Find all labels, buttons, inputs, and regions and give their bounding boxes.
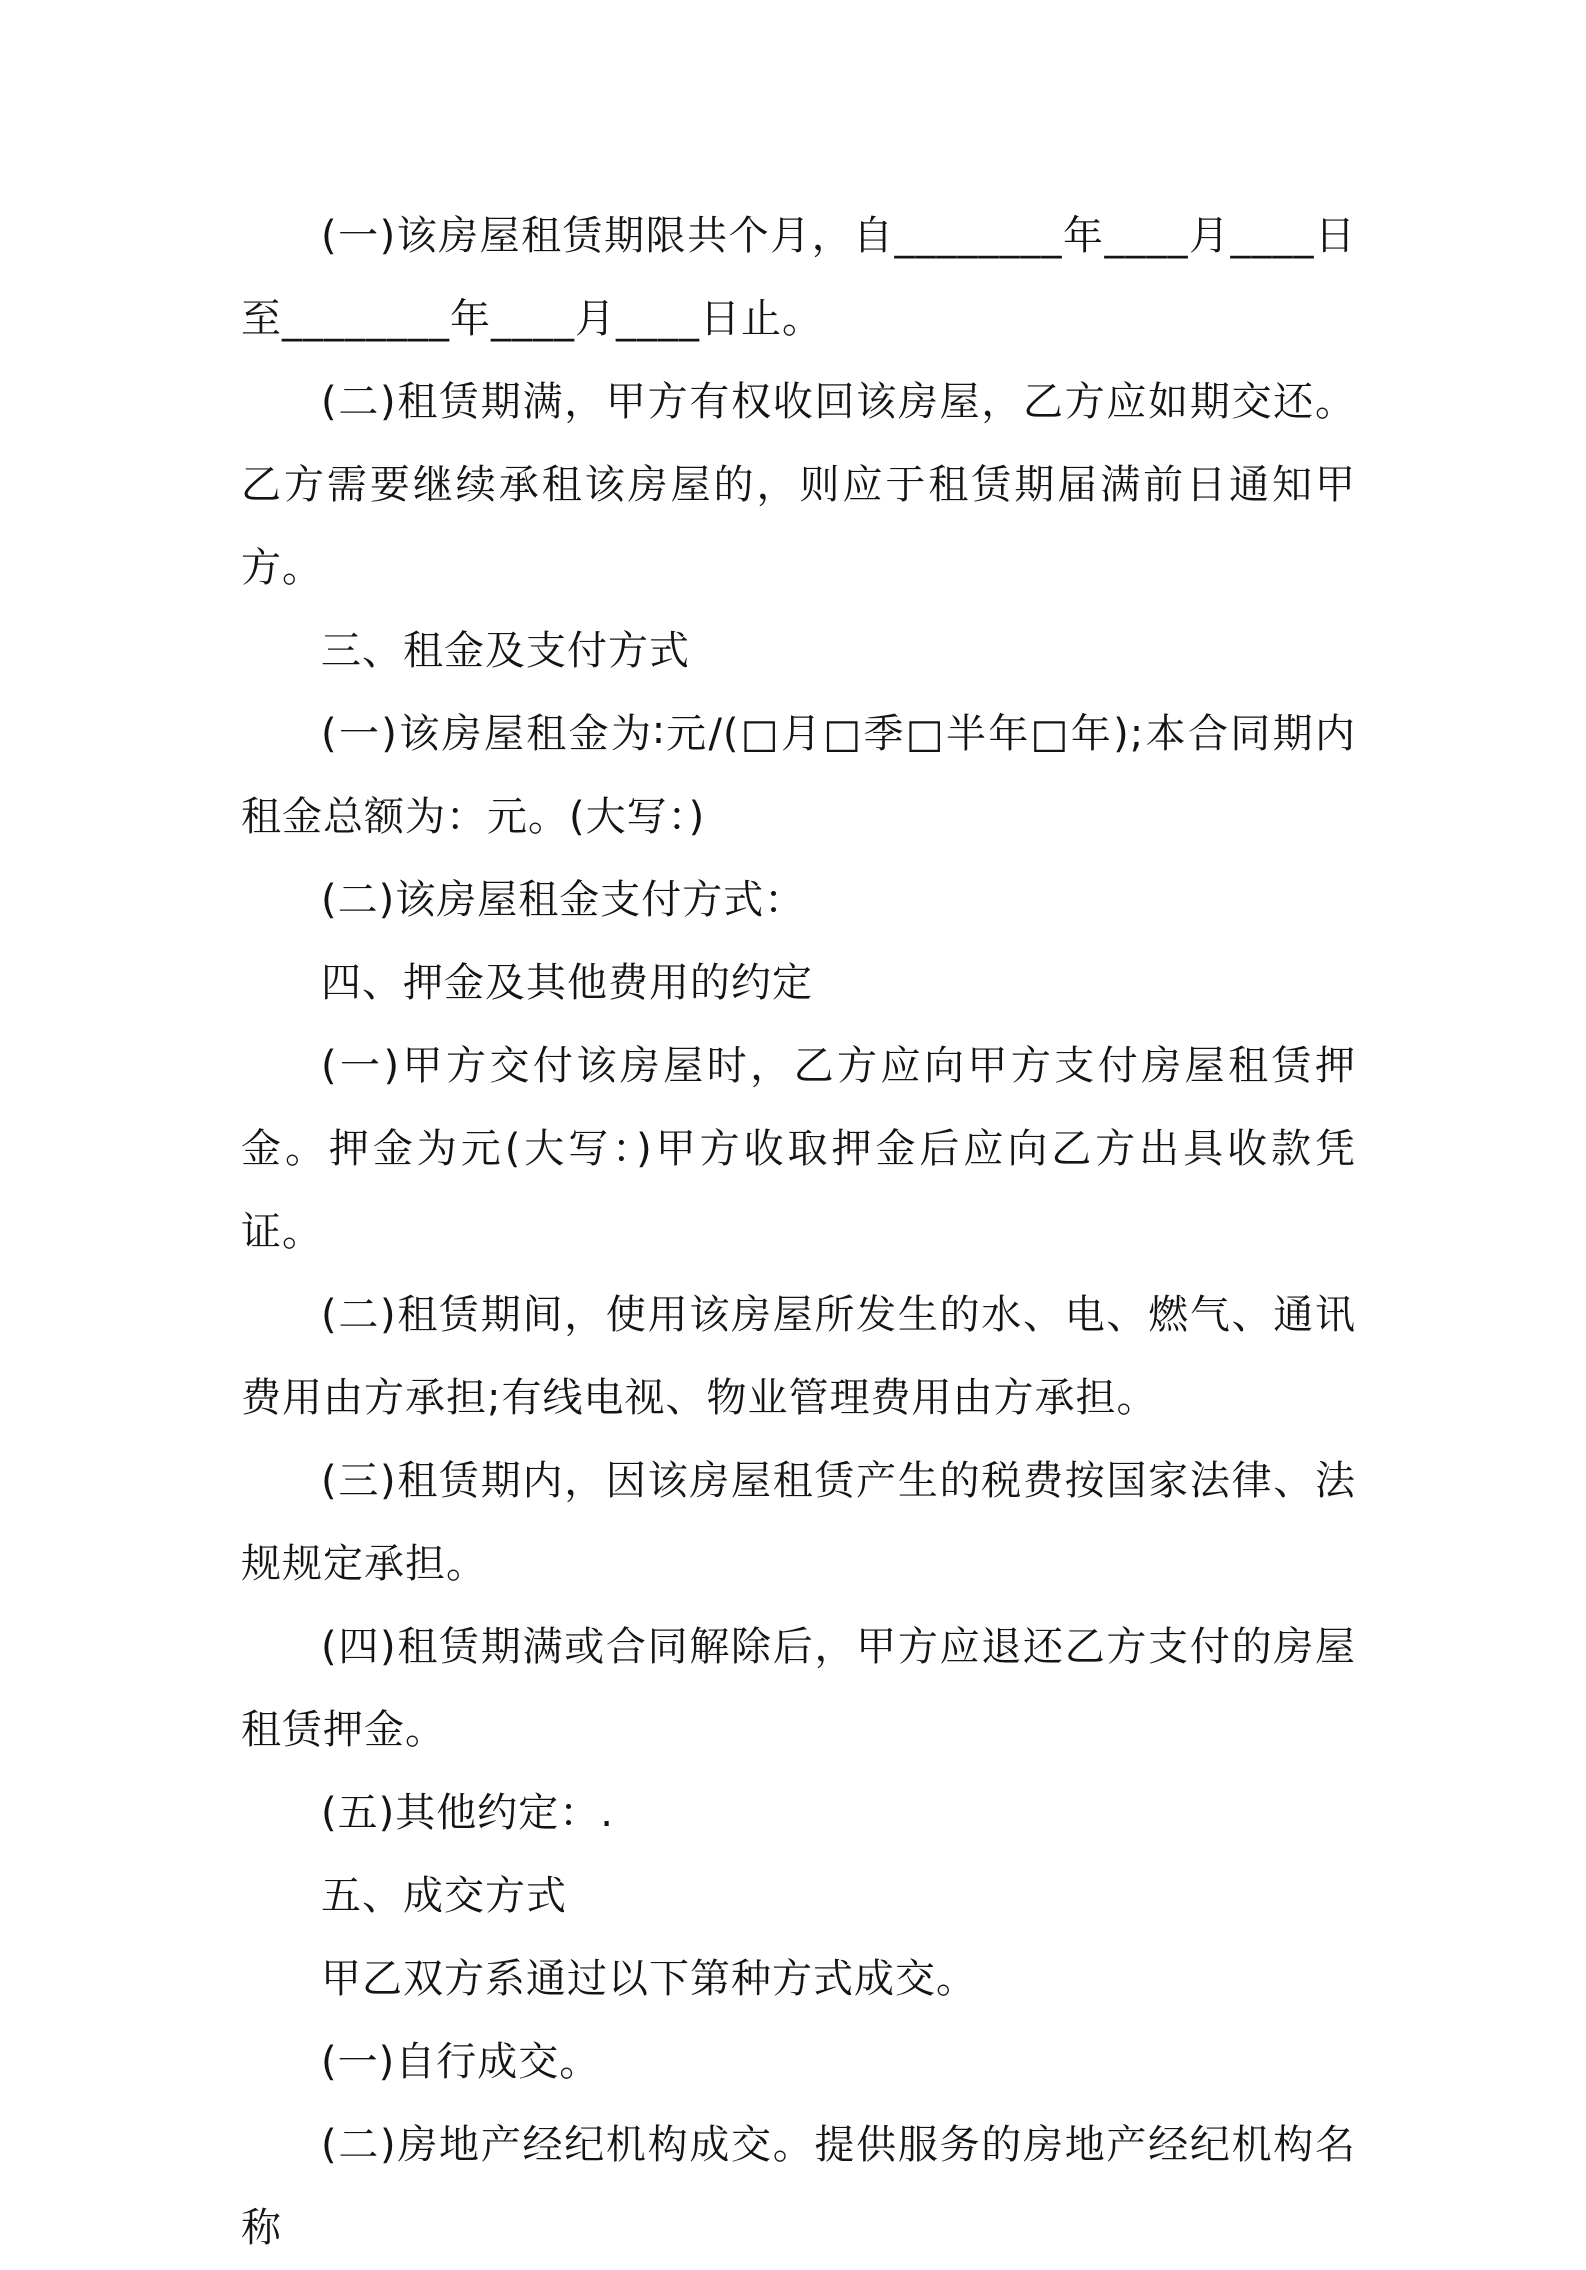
utilities-clause: (二)租赁期间，使用该房屋所发生的水、电、燃气、通讯费用由方承担;有线电视、物业管理费用由方承担。 bbox=[241, 1292, 1356, 1421]
other-agreements-clause: (五)其他约定：. bbox=[321, 1790, 614, 1836]
taxes-clause: (三)租赁期内，因该房屋租赁产生的税费按国家法律、法规规定承担。 bbox=[241, 1458, 1356, 1587]
section-heading-rent: 三、租金及支付方式 bbox=[321, 628, 690, 674]
lease-term-clause: (一)该房屋租赁期限共个月，自________年____月____日至________年____月____日止。 bbox=[241, 213, 1356, 342]
rent-payment-method-clause: (二)该房屋租金支付方式： bbox=[321, 877, 806, 923]
section-heading-deposit: 四、押金及其他费用的约定 bbox=[321, 960, 813, 1006]
section-heading-transaction: 五、成交方式 bbox=[321, 1873, 567, 1919]
deposit-refund-clause: (四)租赁期满或合同解除后，甲方应退还乙方支付的房屋租赁押金。 bbox=[241, 1624, 1356, 1753]
document-body bbox=[241, 195, 1356, 2270]
transaction-method-clause: 甲乙双方系通过以下第种方式成交。 bbox=[321, 1956, 977, 2002]
rent-amount-clause: (一)该房屋租金为∶元/(□月□季□半年□年);本合同期内租金总额为：元。(大写：) bbox=[241, 711, 1356, 840]
agency-transaction-clause: (二)房地产经纪机构成交。提供服务的房地产经纪机构名称 bbox=[241, 2122, 1356, 2251]
lease-expiry-clause: (二)租赁期满，甲方有权收回该房屋，乙方应如期交还。乙方需要继续承租该房屋的，则应于租赁期届满前日通知甲方。 bbox=[241, 379, 1356, 591]
self-transaction-clause: (一)自行成交。 bbox=[321, 2039, 601, 2085]
deposit-clause: (一)甲方交付该房屋时，乙方应向甲方支付房屋租赁押金。押金为元(大写：)甲方收取押金后应向乙方出具收款凭证。 bbox=[241, 1043, 1356, 1255]
